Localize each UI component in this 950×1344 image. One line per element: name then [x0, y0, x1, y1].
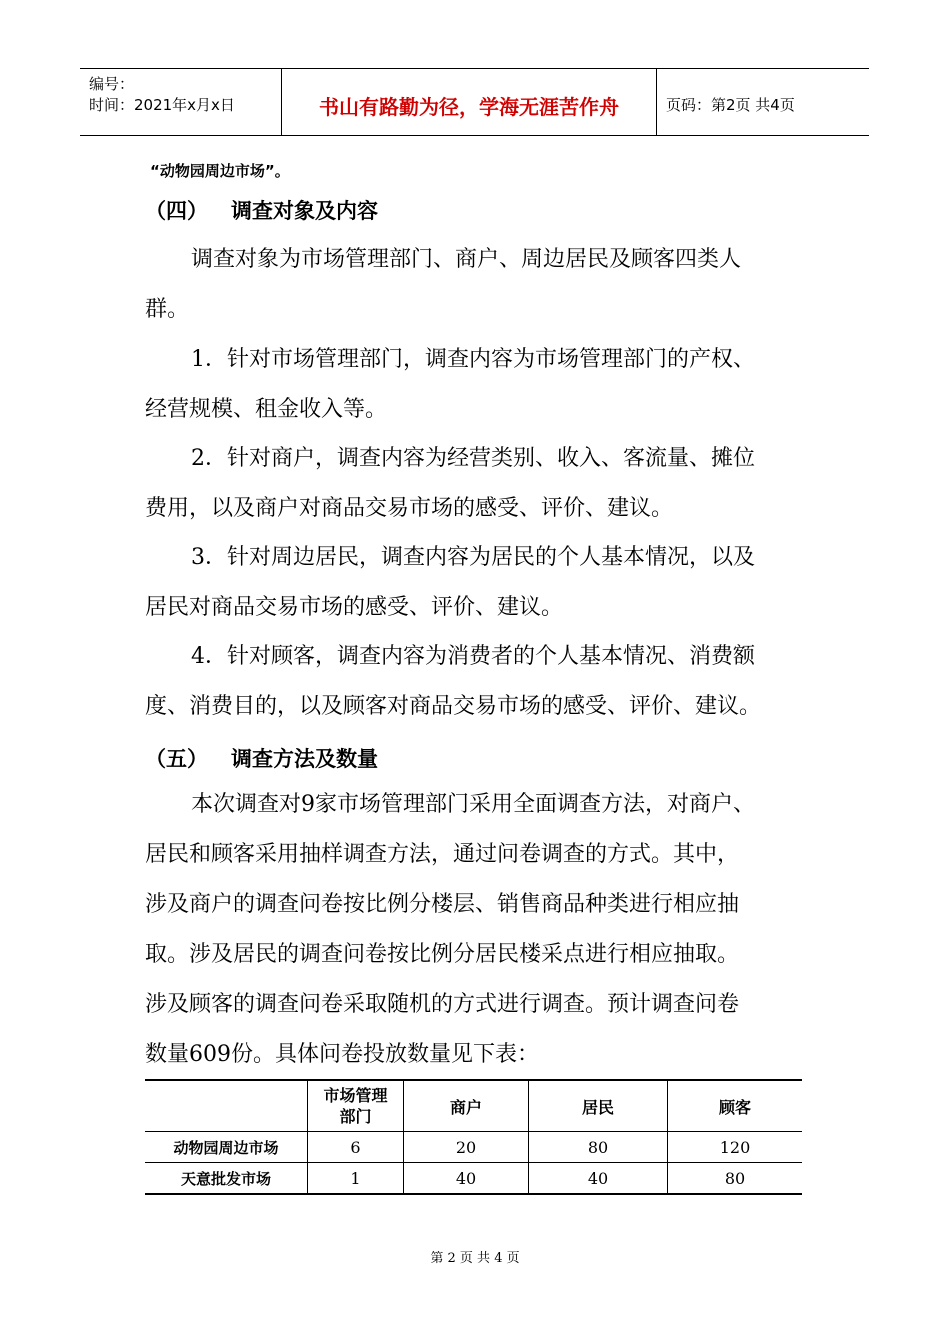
table-cell: 40 — [529, 1163, 668, 1195]
section4-item2 — [145, 434, 805, 534]
header-text: 市场管理 — [323, 1086, 388, 1105]
page-info: 页码：第2页 共4页 — [666, 95, 795, 114]
text-line: 费用，以及商户对商品交易市场的感受、评价、建议。 — [145, 496, 674, 521]
table-cell: 80 — [529, 1132, 668, 1163]
text-line: 涉及顾客的调查问卷采取随机的方式进行调查。预计调查问卷 — [145, 992, 740, 1017]
section4-item4 — [145, 632, 805, 732]
table-cell: 20 — [404, 1132, 529, 1163]
page-header — [80, 68, 869, 136]
header-meta-cell — [80, 69, 281, 135]
text-line: 居民和顾客采用抽样调查方法，通过问卷调查的方式。其中， — [145, 842, 740, 867]
table-cell: 1 — [308, 1163, 404, 1195]
number-label: 编号： — [89, 75, 135, 93]
header-cell-residents: 居民 — [529, 1080, 668, 1132]
motto: 书山有路勤为径，学海无涯苦作舟 — [319, 94, 619, 119]
text-line: 4．针对顾客，调查内容为消费者的个人基本情况、消费额 — [191, 644, 755, 669]
text-line: 居民对商品交易市场的感受、评价、建议。 — [145, 595, 564, 620]
header-cell-merchants: 商户 — [404, 1080, 529, 1132]
text-line: 涉及商户的调查问卷按比例分楼层、销售商品种类进行相应抽 — [145, 892, 740, 917]
text-line: 本次调查对9家市场管理部门采用全面调查方法，对商户、 — [191, 792, 755, 817]
section4-item1 — [145, 335, 805, 435]
text-line: 数量609份。具体问卷投放数量见下表： — [145, 1042, 539, 1067]
header-text: 部门 — [339, 1107, 372, 1126]
table-cell: 6 — [308, 1132, 404, 1163]
section4-title: 调查对象及内容 — [231, 199, 378, 223]
section5-number: （五） — [145, 747, 208, 771]
intro-line: “动物园周边市场”。 — [150, 162, 290, 180]
section4-heading — [145, 195, 378, 225]
text-line: 群。 — [145, 297, 190, 322]
section5-heading — [145, 743, 378, 773]
section5-title: 调查方法及数量 — [231, 747, 378, 771]
section4-number: （四） — [145, 199, 208, 223]
text-line: 1．针对市场管理部门，调查内容为市场管理部门的产权、 — [191, 347, 755, 372]
text-line: 调查对象为市场管理部门、商户、周边居民及顾客四类人 — [191, 247, 742, 272]
section4-para1 — [145, 235, 805, 335]
text-line: 经营规模、租金收入等。 — [145, 397, 388, 422]
section4-item3 — [145, 533, 805, 633]
table-cell: 40 — [404, 1163, 529, 1195]
row-label: 动物园周边市场 — [145, 1132, 308, 1163]
header-cell-management — [308, 1080, 404, 1132]
header-cell-customers: 顾客 — [668, 1080, 803, 1132]
table-row — [145, 1163, 802, 1195]
date-label: 时间：2021年x月x日 — [89, 96, 235, 114]
survey-quantity-table — [145, 1079, 802, 1195]
text-line: 取。涉及居民的调查问卷按比例分居民楼采点进行相应抽取。 — [145, 942, 740, 967]
table-cell: 120 — [668, 1132, 803, 1163]
header-page-cell — [656, 69, 869, 135]
header-motto-cell — [281, 69, 657, 135]
table-cell: 80 — [668, 1163, 803, 1195]
row-label: 天意批发市场 — [145, 1163, 308, 1195]
table-header-row — [145, 1080, 802, 1132]
text-line: 度、消费目的，以及顾客对商品交易市场的感受、评价、建议。 — [145, 694, 762, 719]
header-cell-empty — [145, 1080, 308, 1132]
page-footer: 第 2 页 共 4 页 — [430, 1251, 520, 1266]
section5-para — [145, 780, 805, 1080]
text-line: 3．针对周边居民，调查内容为居民的个人基本情况，以及 — [191, 545, 755, 570]
table-row — [145, 1132, 802, 1163]
text-line: 2．针对商户，调查内容为经营类别、收入、客流量、摊位 — [191, 446, 755, 471]
